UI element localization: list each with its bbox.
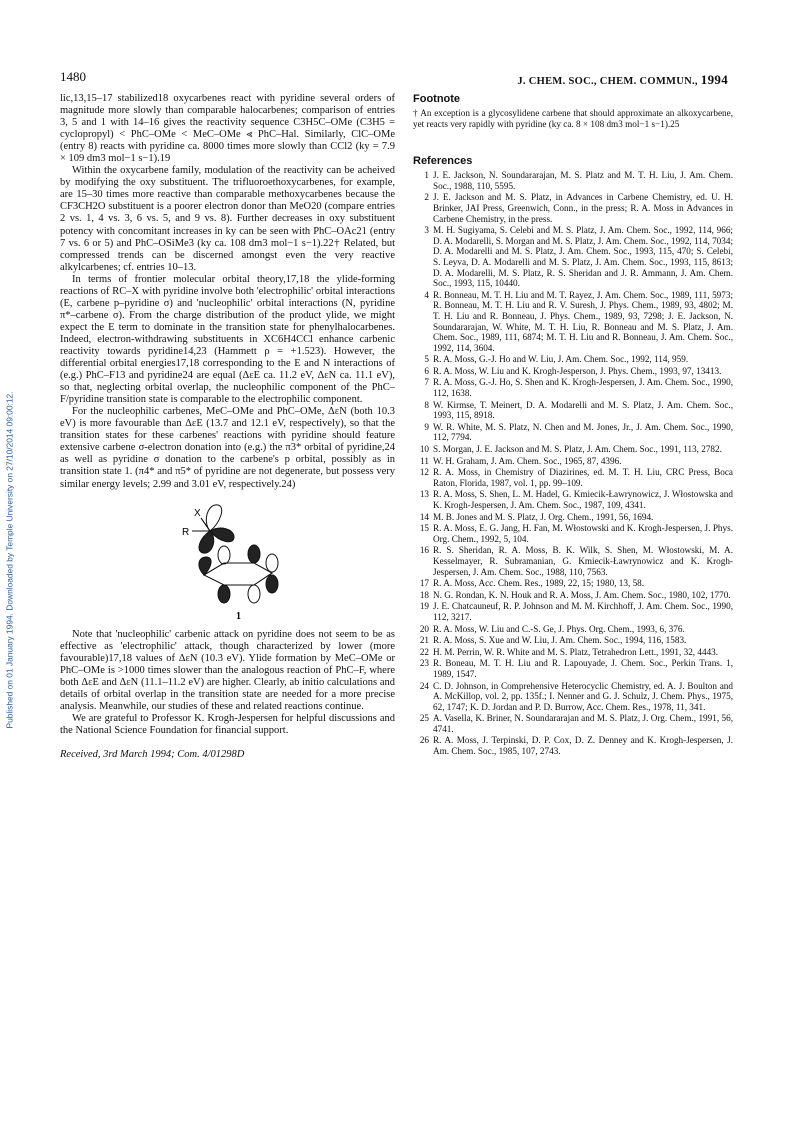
reference-list: [413, 170, 733, 756]
reference-item: [413, 489, 733, 510]
paragraph: Within the oxycarbene family, modulation of the reactivity can be acheived by modifying the oxy substituent. The trifluoroethoxycarbenes, for example, are 15–30 times more reactive than comparable methoxycarbenes because the CF3CH2O substituent is a poorer electron donor than MeO20 (compare entries 2 vs. 1, 4 vs. 3, 6 vs. 5, and 9 vs. 8). Further decreases in oxy substituent potency with concomitant increases in ky can be seen with PhC–OAc21 (entry 7 vs. 6 or 5) and PhC–OSiMe3 (ky ca. 108 dm3 mol−1 s−1).22† Related, but compressed trends can be discerned amongst even the very reactive alkylcarbenes; cf. entries 10–13.: [60, 165, 395, 273]
reference-number: 22: [419, 646, 429, 657]
download-watermark-text: Published on 01 January 1994. Downloaded by Temple University on 27/10/2014 09:00:12.: [4, 391, 14, 729]
reference-text: R. A. Moss, J. Terpinski, D. P. Cox, D. Z. Denney and K. Krogh-Jespersen, J. Am. Chem. Soc., 1985, 107, 2743.: [433, 735, 733, 757]
reference-text: H. M. Perrin, W. R. White and M. S. Platz, Tetrahedron Lett., 1991, 32, 4443.: [433, 646, 719, 657]
transition-state-figure: [60, 497, 395, 623]
reference-item: [413, 354, 733, 365]
reference-number: 4: [424, 289, 429, 300]
reference-text: R. A. Moss, in Chemistry of Diazirines, ed. M. T. H. Liu, CRC Press, Boca Raton, Florida, 1987, vol. 1, pp. 99–109.: [433, 467, 733, 488]
reference-item: [413, 681, 733, 713]
reference-number: 1: [424, 170, 429, 181]
reference-text: W. Kirmse, T. Meinert, D. A. Modarelli and M. S. Platz, J. Am. Chem. Soc., 1993, 115, 8918.: [433, 399, 733, 421]
paragraph: lic,13,15–17 stabilized18 oxycarbenes react with pyridine several orders of magnitude more slowly than comparable halocarbenes; comparison of entries 3, 5 and 1 with 14–16 gives the reactivity sequence C3H5C–OMe (C3H5 = cyclopropyl) < PhC–OMe < MeC–OMe ⪡ PhC–Hal. Similarly, ClC–OMe (entry 8) reacts with pyridine ca. 8000 times more slowly than CCl2 (ky = 7.9 × 109 dm3 mol−1 s−1).19: [60, 93, 395, 165]
download-watermark: [2, 270, 16, 850]
references-heading: References: [413, 155, 473, 168]
reference-number: 8: [424, 399, 429, 410]
paragraph: Note that 'nucleophilic' carbenic attack on pyridine does not seem to be as effective as 'electrophilic' attack, though characterized by lower (more favourable)17,18 values of ΔεN (10.3 eV). Ylide formation by MeC–OMe or PhC–OMe is >1000 times slower than the analogous reaction of PhC–F, where both ΔεE and ΔεN (11.1–11.2 eV) are higher. Clearly, ab initio calculations and details of orbital overlap in the transition state are needed for a more precise analysis. Meanwhile, our studies of these and related reactions continue.: [60, 628, 395, 712]
page-number: 1480: [60, 69, 86, 84]
reference-item: [413, 512, 733, 523]
reference-number: 19: [419, 601, 429, 612]
reference-number: 3: [424, 225, 429, 236]
left-column: [60, 93, 395, 760]
journal-year: 1994: [700, 72, 728, 87]
reference-number: 15: [419, 523, 429, 534]
reference-item: [413, 658, 733, 679]
pi-lobe: [266, 575, 278, 593]
journal-header: [517, 72, 728, 88]
reference-item: [413, 578, 733, 589]
reference-item: [413, 456, 733, 467]
reference-text: R. A. Moss, S. Xue and W. Liu, J. Am. Chem. Soc., 1994, 116, 1583.: [433, 635, 687, 646]
reference-text: R. A. Moss, W. Liu and K. Krogh-Jesperson, J. Phys. Chem., 1993, 97, 13413.: [433, 365, 722, 376]
reference-text: J. E. Jackson, N. Soundararajan, M. S. Platz and M. T. H. Liu, J. Am. Chem. Soc., 1988, 110, 5595.: [433, 170, 733, 191]
pi-lobe: [248, 545, 260, 563]
reference-number: 9: [424, 421, 429, 432]
right-column: [413, 93, 733, 758]
reference-number: 12: [419, 467, 429, 478]
compound-number-label: 1: [236, 610, 241, 622]
reference-item: [413, 647, 733, 658]
acknowledgement-paragraph: We are grateful to Professor K. Krogh-Jespersen for helpful discussions and the National Science Foundation for financial support.: [60, 712, 395, 736]
paragraph: In terms of frontier molecular orbital theory,17,18 the ylide-forming reactions of RC–X with pyridine involve both 'electrophilic' orbital interactions (E, carbene p–pyridine σ) and 'nucleophilic' orbital interactions (N, pyridine π*–carbene σ). From the charge distribution of the product ylide, we might expect the E term to dominate in the transition state for phenylhalocarbenes. Indeed, electron-withdrawing substituents in XC6H4CCl enhance carbenic reactivity towards pyridine14,23 (Hammett ρ = +1.523). However, the differential orbital energies17,18 corresponding to the E and N interactions of (e.g.) PhC–F13 and pyridine24 are equal (ΔεE ca. 11.2 eV, ΔεN ca. 11.1 eV), so that, neglecting orbital overlap, the nucleophilic component of the PhC–F/pyridine transition state is comparable to the electrophilic component.: [60, 273, 395, 406]
reference-number: 5: [424, 354, 429, 365]
reference-item: [413, 444, 733, 455]
paragraph: For the nucleophilic carbenes, MeC–OMe and PhC–OMe, ΔεN (both 10.3 eV) is more favourable than ΔεE (13.7 and 12.1 eV, respectively), so that the transition states for these carbenes' reactions with pyridine should feature extensive carbene σ-electron donation into (e.g.) the π3* orbital of pyridine,24 as well as pyridine σ donation to the carbene's p orbital, possibly as in transition state 1. (π4* and π5* of pyridine are not degenerate, but possess very similar energy levels; 2.99 and 3.01 eV, respectively.24): [60, 406, 395, 490]
reference-item: [413, 601, 733, 622]
journal-name: J. CHEM. SOC., CHEM. COMMUN.,: [517, 76, 698, 87]
reference-item: [413, 624, 733, 635]
reference-number: 24: [419, 680, 429, 691]
footnote-text: † An exception is a glycosylidene carbene that should approximate an alkoxycarbene, yet reacts very rapidly with pyridine (ky ca. 8 × 108 dm3 mol−1 s−1).25: [413, 108, 733, 129]
substituent-x-label: X: [194, 507, 201, 519]
pi-lobe: [218, 546, 230, 564]
reference-text: R. Boneau, M. T. H. Liu and R. Lapouyade, J. Chem. Soc., Perkin Trans. 1, 1989, 1547.: [433, 658, 733, 679]
reference-number: 11: [420, 455, 429, 466]
reference-text: J. E. Jackson and M. S. Platz, in Advances in Carbene Chemistry, ed. U. H. Brinker, JAI Press, Greenwich, Conn., in the press; R. A. Moss in Advances in Carbene Chemistry, in the press.: [433, 192, 733, 224]
pi-lobe: [266, 554, 278, 572]
reference-item: [413, 400, 733, 421]
reference-number: 21: [419, 635, 429, 646]
pyridine-ring: [204, 563, 272, 585]
reference-text: S. Morgan, J. E. Jackson and M. S. Platz, J. Am. Chem. Soc., 1991, 113, 2782.: [433, 444, 722, 455]
substituent-r-label: R: [182, 526, 190, 538]
reference-item: [413, 290, 733, 354]
reference-number: 25: [419, 713, 429, 724]
reference-number: 26: [419, 735, 429, 746]
reference-text: W. H. Graham, J. Am. Chem. Soc., 1965, 87, 4396.: [433, 455, 622, 466]
reference-number: 14: [419, 511, 429, 522]
reference-number: 13: [419, 489, 429, 500]
reference-text: J. E. Chatcauneuf, R. P. Johnson and M. M. Kirchhoff, J. Am. Chem. Soc., 1990, 112, 3217.: [433, 601, 733, 622]
reference-item: [413, 713, 733, 734]
reference-text: R. A. Moss, E. G. Jang, H. Fan, M. Włostowski and K. Krogh-Jespersen, J. Phys. Org. Chem., 1992, 5, 104.: [433, 523, 733, 544]
reference-number: 16: [419, 545, 429, 556]
reference-text: R. A. Moss, W. Liu and C.-S. Ge, J. Phys. Org. Chem., 1993, 6, 376.: [433, 623, 685, 634]
reference-text: R. A. Moss, Acc. Chem. Res., 1989, 22, 15; 1980, 13, 58.: [433, 578, 645, 589]
reference-text: N. G. Rondan, K. N. Houk and R. A. Moss, J. Am. Chem. Soc., 1980, 102, 1770.: [433, 589, 731, 600]
reference-number: 20: [419, 623, 429, 634]
carbene-p-lobe-upper: [206, 504, 221, 530]
reference-text: R. S. Sheridan, R. A. Moss, B. K. Wilk, S. Shen, M. Włostowski, M. A. Kesselmayer, R. Subramanian, G. Kmiecik-Ławrynowicz and K. Krogh-Jespersen, J. Am. Chem. Soc., 1988, 110, 7563.: [433, 545, 733, 577]
reference-item: [413, 635, 733, 646]
reference-number: 18: [419, 589, 429, 600]
reference-text: M. B. Jones and M. S. Platz, J. Org. Chem., 1991, 56, 1694.: [433, 511, 654, 522]
reference-text: R. A. Moss, G.-J. Ho, S. Shen and K. Krogh-Jespersen, J. Am. Chem. Soc., 1990, 112, 1638.: [433, 377, 733, 399]
reference-text: R. Bonneau, M. T. H. Liu and M. T. Rayez, J. Am. Chem. Soc., 1989, 111, 5973; R. Bonneau, M. T. H. Liu and R. V. Suresh, J. Phys. Chem., 1989, 93, 4802; M. T. H. Liu and R. Bonneau, J. Phys. Chem., 1989, 93, 7298; J. E. Jackson, N. Soundararajan, W. White, M. T. H. Liu, R. Bonneau and M. S. Platz, J. Am. Chem. Soc., 1989, 111, 6874; M. T. H. Liu and R. Bonneau, J. Am. Chem. Soc., 1992, 114, 3604.: [433, 289, 733, 353]
reference-item: [413, 225, 733, 289]
carbene-p-lobe-lower: [199, 531, 214, 553]
reference-item: [413, 467, 733, 488]
reference-number: 17: [419, 578, 429, 589]
reference-number: 23: [419, 658, 429, 669]
reference-text: W. R. White, M. S. Platz, N. Chen and M. Jones, Jr., J. Am. Chem. Soc., 1990, 112, 7794.: [433, 421, 733, 443]
reference-item: [413, 422, 733, 443]
footnote-heading: Footnote: [413, 93, 461, 105]
pi-lobe: [218, 585, 230, 603]
reference-text: M. H. Sugiyama, S. Celebi and M. S. Platz, J. Am. Chem. Soc., 1992, 114, 966; D. A. Modarelli, S. Morgan and M. S. Platz, J. Am. Chem. Soc., 1992, 114, 7034; D. A. Modarelli and M. S. Platz, J. Am. Chem. Soc., 1993, 115, 470; S. Celebi, S. Leyva, D. A. Modarelli and M. S. Platz, J. Am. Chem. Soc., 1993, 115, 8613; D. A. Modarelli, M. S. Platz, R. S. Sheridan and J. R. Ammann, J. Am. Chem. Soc., 1993, 115, 10440.: [433, 225, 733, 289]
reference-text: C. D. Johnson, in Comprehensive Heterocyclic Chemistry, ed. A. J. Boulton and A. McKillop, vol. 2, pp. 135f.; I. Nenner and G. J. Schulz, J. Chem. Phys., 1975, 62, 1747; K. D. Jordan and P. D. Burrow, Acc. Chem. Res., 1978, 11, 341.: [433, 680, 733, 712]
reference-number: 2: [424, 192, 429, 203]
reference-item: [413, 523, 733, 544]
reference-text: R. A. Moss, G.-J. Ho and W. Liu, J. Am. Chem. Soc., 1992, 114, 959.: [433, 354, 689, 365]
pi-lobe: [248, 585, 260, 603]
reference-item: [413, 366, 733, 377]
reference-number: 7: [424, 377, 429, 388]
reference-item: [413, 170, 733, 191]
reference-item: [413, 590, 733, 601]
reference-item: [413, 545, 733, 577]
reference-item: [413, 377, 733, 398]
reference-number: 10: [419, 444, 429, 455]
reference-text: A. Vasella, K. Briner, N. Soundararajan and M. S. Platz, J. Org. Chem., 1991, 56, 4741.: [433, 713, 733, 734]
reference-item: [413, 192, 733, 224]
received-date: Received, 3rd March 1994; Com. 4/01298D: [60, 748, 245, 760]
reference-item: [413, 735, 733, 756]
orbital-diagram-svg: [168, 497, 300, 623]
reference-text: R. A. Moss, S. Shen, L. M. Hadel, G. Kmiecik-Ławrynowicz, J. Włostowska and K. Krogh-Jespersen, J. Am. Chem. Soc., 1987, 109, 4341.: [433, 489, 733, 510]
reference-number: 6: [424, 365, 429, 376]
